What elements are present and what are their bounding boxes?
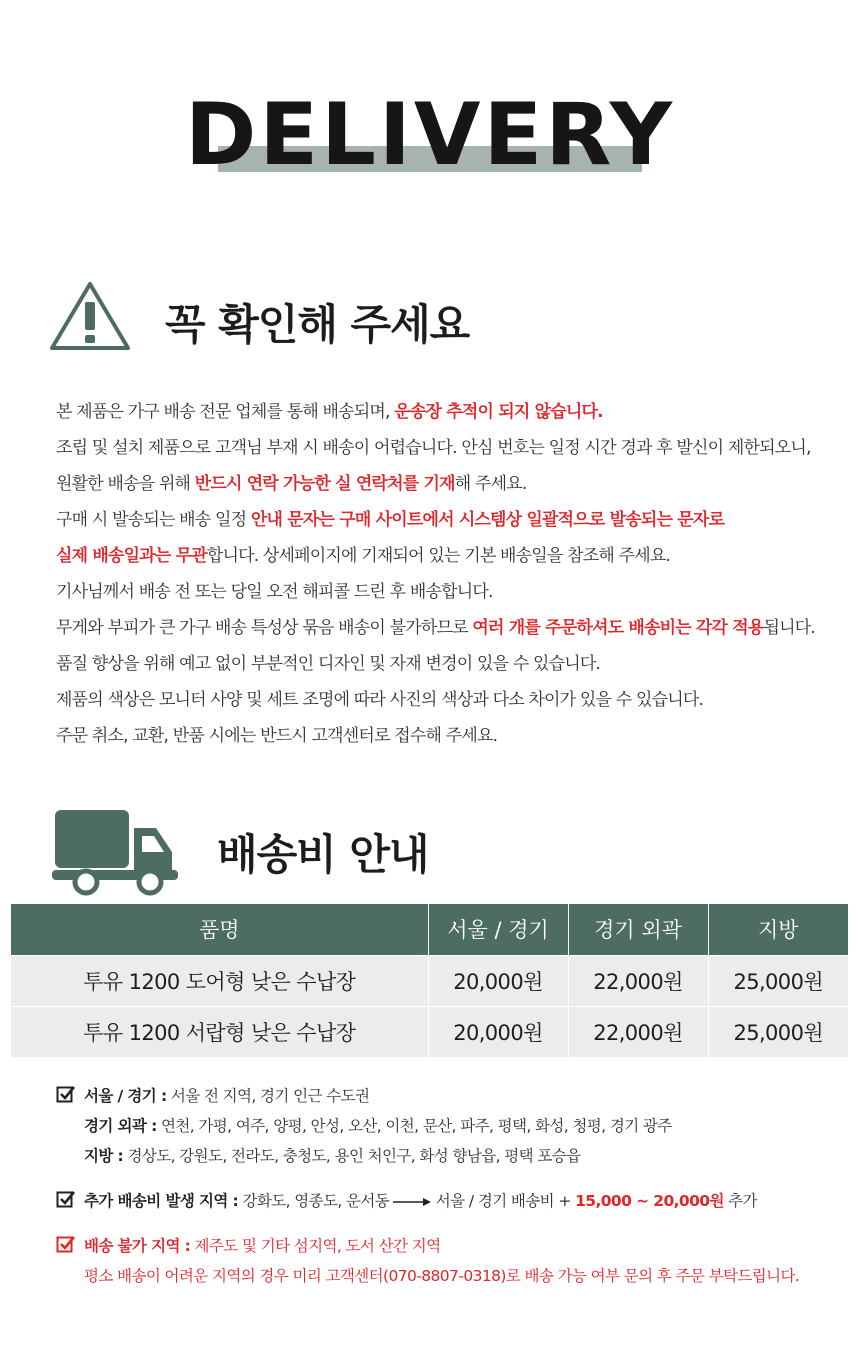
notice-line — [56, 394, 846, 430]
unavailable-note: 평소 배송이 어려운 지역의 경우 미리 고객센터(070-8807-0318)로 배송 가능 여부 문의 후 주문 부탁드립니다. — [84, 1267, 800, 1285]
table-row — [11, 1006, 848, 1057]
page-title: DELIVERY — [184, 85, 676, 185]
notice-line — [56, 430, 846, 466]
fee-seoul: 20,000원 — [428, 955, 568, 1006]
header-outer: 경기 외곽 — [568, 904, 708, 955]
fee-local: 25,000원 — [708, 955, 848, 1006]
header-product: 품명 — [11, 904, 428, 955]
page-header — [0, 80, 860, 190]
header-local: 지방 — [708, 904, 848, 955]
notice-line — [56, 682, 846, 718]
arrow-right-icon — [393, 1197, 431, 1207]
notice-text: 해 주세요. — [454, 474, 527, 494]
checkbox-icon — [56, 1084, 76, 1104]
fee-seoul: 20,000원 — [428, 1006, 568, 1057]
fee-local: 25,000원 — [708, 1006, 848, 1057]
notice-highlight: 여러 개를 주문하셔도 배송비는 각각 적용 — [472, 618, 764, 638]
notice-text: 원활한 배송을 위해 — [56, 474, 195, 494]
notice-line — [56, 502, 846, 538]
notice-line — [56, 646, 846, 682]
notice-text: 됩니다. — [763, 618, 816, 638]
notice-text: 품질 향상을 위해 예고 없이 부분적인 디자인 및 자재 변경이 있을 수 있습니다. — [56, 654, 601, 674]
notice-text: 주문 취소, 교환, 반품 시에는 반드시 고객센터로 접수해 주세요. — [56, 726, 498, 746]
notice-list — [56, 394, 846, 754]
region-outer: 경기 외곽 : 연천, 가평, 여주, 양평, 안성, 오산, 이천, 문산, 파주, 평택, 화성, 청평, 경기 광주 — [84, 1117, 672, 1135]
notice-line — [56, 718, 846, 754]
region-seoul: 서울 / 경기 : 서울 전 지역, 경기 인근 수도권 — [84, 1087, 370, 1105]
notice-line — [56, 574, 846, 610]
notice-text: 본 제품은 가구 배송 전문 업체를 통해 배송되며, — [56, 402, 395, 422]
table-row — [11, 955, 848, 1006]
shipping-heading: 배송비 안내 — [217, 830, 429, 879]
extra-fee-line: 추가 배송비 발생 지역 : 강화도, 영종도, 운서동 서울 / 경기 배송비 + 15,000 ~ 20,000원 추가 — [84, 1192, 757, 1210]
notice-line — [56, 538, 846, 574]
header-seoul: 서울 / 경기 — [428, 904, 568, 955]
delivery-truck-icon — [50, 806, 180, 898]
notice-highlight: 안내 문자는 구매 사이트에서 시스템상 일괄적으로 발송되는 문자로 — [250, 510, 725, 530]
notice-text: 구매 시 발송되는 배송 일정 — [56, 510, 251, 530]
notice-highlight: 운송장 추적이 되지 않습니다. — [394, 402, 603, 422]
shipping-fee-table — [11, 904, 848, 1057]
fee-outer: 22,000원 — [568, 955, 708, 1006]
notice-line — [56, 466, 846, 502]
notice-line — [56, 610, 846, 646]
notice-highlight: 실제 배송일과는 무관 — [56, 546, 207, 566]
unavailable-info — [56, 1231, 846, 1291]
warning-triangle-icon — [48, 280, 132, 352]
notice-highlight: 반드시 연락 가능한 실 연락처를 기재 — [194, 474, 455, 494]
notice-text: 합니다. 상세페이지에 기재되어 있는 기본 배송일을 참조해 주세요. — [206, 546, 671, 566]
notice-text: 제품의 색상은 모니터 사양 및 세트 조명에 따라 사진의 색상과 다소 차이가 있을 수 있습니다. — [56, 690, 704, 710]
fee-outer: 22,000원 — [568, 1006, 708, 1057]
notice-text: 무게와 부피가 큰 가구 배송 특성상 묶음 배송이 불가하므로 — [56, 618, 473, 638]
region-local: 지방 : 경상도, 강원도, 전라도, 충청도, 용인 처인구, 화성 향남읍, 평택 포승읍 — [84, 1147, 581, 1165]
checkbox-icon — [56, 1234, 76, 1254]
checkbox-icon — [56, 1189, 76, 1209]
product-name: 투유 1200 서랍형 낮은 수납장 — [11, 1006, 428, 1057]
product-name: 투유 1200 도어형 낮은 수납장 — [11, 955, 428, 1006]
notice-text: 조립 및 설치 제품으로 고객님 부재 시 배송이 어렵습니다. 안심 번호는 일정 시간 경과 후 발신이 제한되오니, — [56, 438, 811, 458]
table-header-row — [11, 904, 848, 955]
unavailable-line: 배송 불가 지역 : 제주도 및 기타 섬지역, 도서 산간 지역 — [84, 1237, 441, 1255]
notice-text: 기사님께서 배송 전 또는 당일 오전 해피콜 드린 후 배송합니다. — [56, 582, 493, 602]
extra-fee-info — [56, 1186, 846, 1216]
notice-heading: 꼭 확인해 주세요 — [165, 300, 470, 349]
region-info — [56, 1081, 846, 1171]
